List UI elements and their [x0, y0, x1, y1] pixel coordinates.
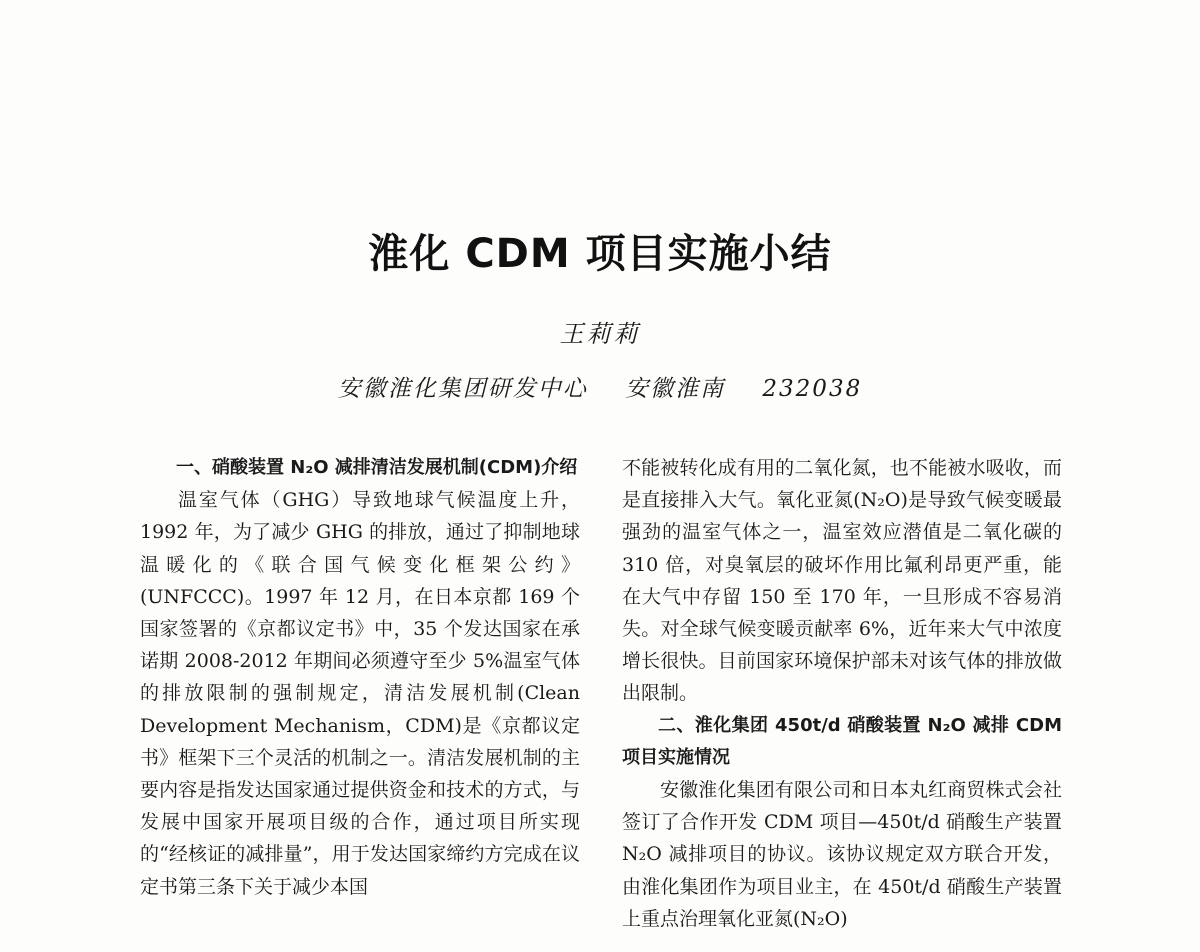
paper-affiliation [0, 370, 1200, 403]
section-1-paragraph: 温室气体（GHG）导致地球气候温度上升，1992 年，为了减少 GHG 的排放，通过了抑制地球温暖化的《联合国气候变化框架公约》(UNFCCC)。1997 年 12 月，在日本京都 169 个国家签署的《京都议定书》中，35 个发达国家在承诺期 2008-2012 年期间必须遵守至少 5%温室气体的排放限制的强制规定，清洁发展机制(Clean Development Mechanism，CDM)是《京都议定书》框架下三个灵活的机制之一。清洁发展机制的主要内容是指发达国家通过提供资金和技术的方式，与发展中国家开展项目级的合作，通过项目所实现的“经核证的减排量”，用于发达国家缔约方完成在议定书第三条下关于减少本国 [140, 489, 580, 898]
section-1-heading: 一、硝酸装置 N₂O 减排清洁发展机制(CDM)介绍 [176, 457, 578, 478]
right-column [622, 452, 1062, 935]
affiliation-city: 安徽淮南 [625, 376, 726, 402]
affiliation-postcode: 232038 [762, 376, 863, 402]
paper-title: 淮化 CDM 项目实施小结 [368, 231, 832, 277]
left-column [140, 452, 580, 903]
section-2-heading: 二、淮化集团 450t/d 硝酸装置 N₂O 减排 CDM 项目实施情况 [622, 714, 1062, 768]
paper-author: 王莉莉 [559, 320, 641, 348]
right-paragraph-continuation: 不能被转化成有用的二氧化氮，也不能被水吸收，而是直接排入大气。氧化亚氮(N₂O)是导致气候变暖最强劲的温室气体之一，温室效应潜值是二氧化碳的 310 倍，对臭氧层的破坏作用比氟利昂更严重，能在大气中存留 150 至 170 年，一旦形成不容易消失。对全球气候变暖贡献率 6%，近年来大气中浓度增长很快。目前国家环境保护部未对该气体的排放做出限制。 [622, 457, 1062, 705]
section-2-paragraph: 安徽淮化集团有限公司和日本丸红商贸株式会社签订了合作开发 CDM 项目—450t/d 硝酸生产装置 N₂O 减排项目的协议。该协议规定双方联合开发，由淮化集团作为项目业主，在 450t/d 硝酸生产装置上重点治理氧化亚氮(N₂O) [622, 779, 1062, 930]
affiliation-org: 安徽淮化集团研发中心 [337, 376, 588, 402]
